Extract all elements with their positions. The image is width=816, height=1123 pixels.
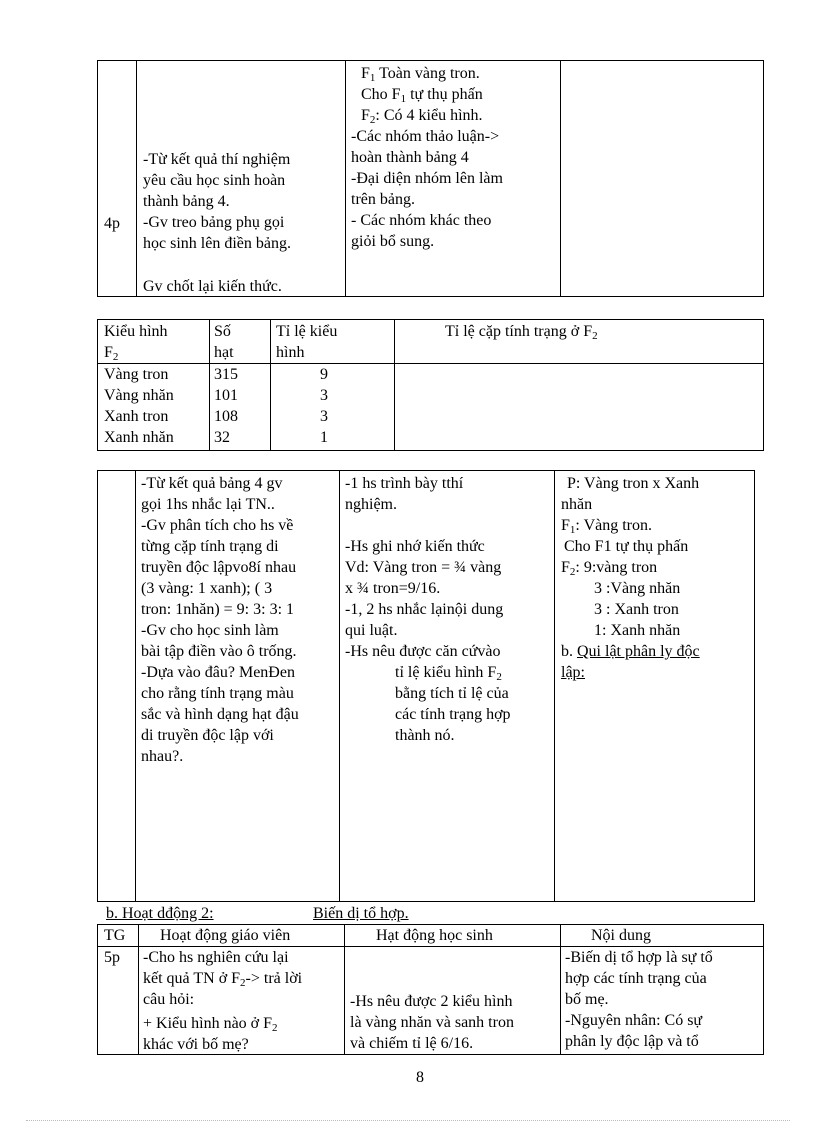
cell-so-hat: 108 (214, 408, 238, 425)
header-so-hat: Số hạt (214, 323, 234, 361)
student-line: tỉ lệ kiểu hình $F_2$ (395, 664, 502, 683)
header-divider (98, 363, 763, 364)
student-activity-cell: -Các nhóm thảo luận-> hoàn thành bảng 4 -Đại diện nhóm lên làm trên bảng. - Các nhóm khác theo giỏi bổ sung. (351, 128, 503, 250)
cell-so-hat: 32 (214, 429, 230, 446)
cell-ti-le: 9 (320, 366, 328, 383)
content-line: $F_1$: Vàng tron. (561, 517, 652, 536)
content-line: P: Vàng tron x Xanh (567, 475, 700, 492)
header-ti-le: Tỉ lệ kiểu hình (276, 323, 338, 361)
header-teacher: Hoạt động giáo viên (160, 927, 291, 944)
col-divider (209, 320, 210, 450)
header-ti-le-cap: Tỉ lệ cặp tính trạng ở $F_2$ (445, 323, 598, 342)
cell-kieu-hinh: Xanh tron (104, 408, 169, 425)
teacher-line: câu hỏi: (143, 991, 195, 1008)
cell-kieu-hinh: Xanh nhăn (104, 429, 174, 446)
student-activity-cell: -Hs nêu được 2 kiểu hình là vàng nhăn và sanh tron và chiếm tỉ lệ 6/16. (350, 993, 514, 1052)
table-activity-continued (97, 60, 764, 297)
content-line: 3 : Xanh tron (594, 601, 679, 618)
content-cell: -Biến dị tổ hợp là sự tổ hợp các tính trạng của bố mẹ. -Nguyên nhân: Có sự phân ly độc lập và tổ (565, 949, 713, 1050)
cell-ti-le: 1 (320, 429, 328, 446)
student-activity-cell-cont: bằng tích tỉ lệ của các tính trạng hợp thành nó. (395, 685, 511, 744)
cell-kieu-hinh: Vàng nhăn (104, 387, 174, 404)
page-number: 8 (416, 1069, 424, 1086)
col-divider (394, 320, 395, 450)
teacher-activity-cell: -Từ kết quả thí nghiệm yêu cầu học sinh hoàn thành bảng 4. -Gv treo bảng phụ gọi học sinh lên điền bảng. (143, 151, 291, 252)
page-bottom-edge (26, 1120, 790, 1121)
header-content: Nội dung (591, 927, 651, 944)
student-line: $F_1$ Toàn vàng tron. (361, 65, 480, 84)
cell-ti-le: 3 (320, 408, 328, 425)
col-divider (136, 61, 137, 296)
time-cell: 5p (104, 949, 120, 966)
col-divider (135, 471, 136, 901)
content-line: 1: Xanh nhăn (594, 622, 681, 639)
cell-kieu-hinh: Vàng tron (104, 366, 169, 383)
cell-so-hat: 101 (214, 387, 238, 404)
col-divider (345, 61, 346, 296)
header-tg: TG (104, 927, 126, 944)
table-ratio (97, 319, 764, 451)
col-divider (270, 320, 271, 450)
student-activity-cell: -1 hs trình bày tthí nghiệm. -Hs ghi nhớ kiến thức Vd: Vàng tron = ¾ vàng x ¾ tron=9/16. -1, 2 hs nhắc lạinội dung qui luật. -Hs nêu được căn cứvào (345, 475, 504, 660)
cell-ti-le: 3 (320, 387, 328, 404)
header-kieu-hinh: Kiểu hình $F_2$ (104, 323, 168, 363)
student-line: $F_2$: Có 4 kiểu hình. (361, 107, 483, 126)
teacher-line: + Kiểu hình nào ở $F_2$ (143, 1015, 278, 1034)
cell-so-hat: 315 (214, 366, 238, 383)
student-line: Cho $F_1$ tự thụ phấn (361, 86, 483, 105)
section-title: Biến dị tổ hợp. (313, 905, 409, 922)
teacher-line: kết quả TN ở $F_2->$ trả lời (143, 970, 303, 989)
col-divider (344, 925, 345, 1054)
content-line: b. Qui lật phân ly độc (561, 643, 700, 660)
col-divider (560, 61, 561, 296)
col-divider (554, 471, 555, 901)
teacher-activity-cell: -Từ kết quả bảng 4 gv gọi 1hs nhắc lại TN.. -Gv phân tích cho hs về từng cặp tính trạng di truyền độc lậpvo8í nhau (3 vàng: 1 xanh); ( 3 tron: 1nhăn) = 9: 3: 3: 1 -Gv cho học sinh làm bài tập điền vào ô trống. -Dựa vào đâu? MenĐen cho rằng tính trạng màu sắc và hình dạng hạt đậu di truyền độc lập với nhau?. (141, 475, 299, 765)
table-activity-2 (97, 924, 764, 1055)
teacher-conclusion: Gv chốt lại kiến thức. (143, 278, 282, 295)
section-label: b. Hoạt dđộng 2: (106, 905, 214, 922)
header-student: Hạt động học sinh (376, 927, 493, 944)
time-cell: 4p (104, 215, 120, 232)
content-line: $F_2$: 9:vàng tron (561, 559, 658, 578)
content-line: lập: (561, 664, 585, 681)
col-divider (339, 471, 340, 901)
table-analysis (97, 470, 755, 902)
col-divider (560, 925, 561, 1054)
content-line: nhăn (561, 496, 593, 513)
content-line: 3 :Vàng nhăn (594, 580, 681, 597)
teacher-line: khác với bố mẹ? (143, 1036, 249, 1053)
teacher-line: -Cho hs nghiên cứu lại (143, 949, 289, 966)
col-divider (138, 925, 139, 1054)
content-line: Cho F1 tự thụ phấn (564, 538, 689, 555)
